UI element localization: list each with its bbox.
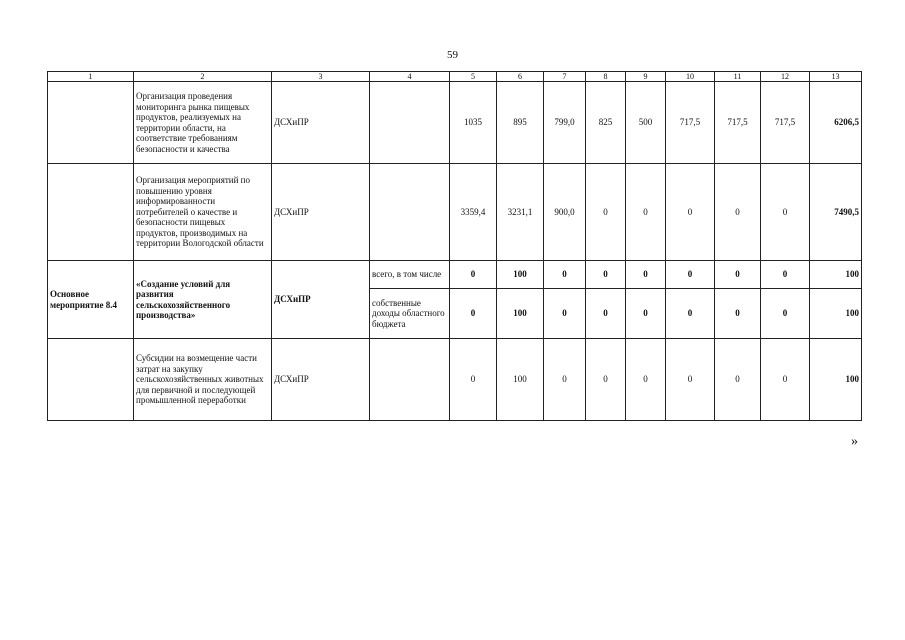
value-cell: 717,5 bbox=[666, 82, 715, 164]
source-cell bbox=[370, 339, 450, 421]
header-cell: 6 bbox=[497, 72, 544, 82]
total-cell: 6206,5 bbox=[810, 82, 862, 164]
value-cell: 0 bbox=[544, 261, 586, 289]
header-cell: 3 bbox=[272, 72, 370, 82]
header-cell: 5 bbox=[450, 72, 497, 82]
value-cell: 0 bbox=[450, 289, 497, 339]
total-cell: 100 bbox=[810, 261, 862, 289]
value-cell: 799,0 bbox=[544, 82, 586, 164]
header-cell: 8 bbox=[586, 72, 626, 82]
budget-table bbox=[47, 71, 862, 421]
value-cell: 0 bbox=[626, 339, 666, 421]
header-cell: 2 bbox=[134, 72, 272, 82]
description-cell: Субсидии на возмещение части затрат на закупку сельскохозяйственных животных для первичной и последующей промышленной переработки bbox=[134, 339, 272, 421]
value-cell: 0 bbox=[626, 164, 666, 261]
total-cell: 100 bbox=[810, 339, 862, 421]
value-cell: 717,5 bbox=[761, 82, 810, 164]
value-cell: 0 bbox=[586, 164, 626, 261]
header-cell: 7 bbox=[544, 72, 586, 82]
value-cell: 0 bbox=[666, 339, 715, 421]
value-cell: 3231,1 bbox=[497, 164, 544, 261]
activity-cell bbox=[48, 164, 134, 261]
total-cell: 100 bbox=[810, 289, 862, 339]
value-cell: 0 bbox=[715, 261, 761, 289]
value-cell: 0 bbox=[666, 164, 715, 261]
header-cell: 12 bbox=[761, 72, 810, 82]
value-cell: 100 bbox=[497, 339, 544, 421]
header-cell: 4 bbox=[370, 72, 450, 82]
value-cell: 825 bbox=[586, 82, 626, 164]
table-row bbox=[48, 339, 862, 421]
value-cell: 0 bbox=[544, 339, 586, 421]
value-cell: 0 bbox=[761, 339, 810, 421]
table-row bbox=[48, 82, 862, 164]
header-cell: 1 bbox=[48, 72, 134, 82]
table-row bbox=[48, 261, 862, 289]
value-cell: 0 bbox=[761, 261, 810, 289]
source-cell bbox=[370, 82, 450, 164]
executor-cell: ДСХиПР bbox=[272, 82, 370, 164]
source-cell: собственные доходы областного бюджета bbox=[370, 289, 450, 339]
value-cell: 1035 bbox=[450, 82, 497, 164]
value-cell: 0 bbox=[761, 164, 810, 261]
executor-cell: ДСХиПР bbox=[272, 261, 370, 339]
value-cell: 0 bbox=[450, 261, 497, 289]
description-cell: Организация проведения мониторинга рынка пищевых продуктов, реализуемых на территории области, на соответствие требованиям безопасности и качества bbox=[134, 82, 272, 164]
value-cell: 100 bbox=[497, 289, 544, 339]
description-cell: Организация мероприятий по повышению уровня информированности потребителей о качестве и безопасности пищевых продуктов, производимых на территории Вологодской области bbox=[134, 164, 272, 261]
source-cell: всего, в том числе bbox=[370, 261, 450, 289]
value-cell: 0 bbox=[715, 164, 761, 261]
activity-cell bbox=[48, 82, 134, 164]
value-cell: 0 bbox=[450, 339, 497, 421]
value-cell: 0 bbox=[586, 339, 626, 421]
executor-cell: ДСХиПР bbox=[272, 339, 370, 421]
value-cell: 0 bbox=[715, 339, 761, 421]
value-cell: 717,5 bbox=[715, 82, 761, 164]
value-cell: 0 bbox=[761, 289, 810, 339]
value-cell: 0 bbox=[666, 261, 715, 289]
page-number: 59 bbox=[447, 49, 458, 61]
value-cell: 500 bbox=[626, 82, 666, 164]
value-cell: 900,0 bbox=[544, 164, 586, 261]
value-cell: 895 bbox=[497, 82, 544, 164]
header-cell: 13 bbox=[810, 72, 862, 82]
value-cell: 0 bbox=[626, 289, 666, 339]
value-cell: 0 bbox=[586, 261, 626, 289]
value-cell: 3359,4 bbox=[450, 164, 497, 261]
source-cell bbox=[370, 164, 450, 261]
header-cell: 11 bbox=[715, 72, 761, 82]
description-cell: «Создание условий для развития сельскохозяйственного производства» bbox=[134, 261, 272, 339]
value-cell: 0 bbox=[715, 289, 761, 339]
header-cell: 9 bbox=[626, 72, 666, 82]
value-cell: 0 bbox=[666, 289, 715, 339]
closing-quote: » bbox=[851, 434, 858, 449]
total-cell: 7490,5 bbox=[810, 164, 862, 261]
value-cell: 0 bbox=[544, 289, 586, 339]
value-cell: 0 bbox=[626, 261, 666, 289]
activity-cell: Основное мероприятие 8.4 bbox=[48, 261, 134, 339]
table-row bbox=[48, 164, 862, 261]
value-cell: 100 bbox=[497, 261, 544, 289]
header-row bbox=[48, 72, 862, 82]
activity-cell bbox=[48, 339, 134, 421]
value-cell: 0 bbox=[586, 289, 626, 339]
executor-cell: ДСХиПР bbox=[272, 164, 370, 261]
header-cell: 10 bbox=[666, 72, 715, 82]
